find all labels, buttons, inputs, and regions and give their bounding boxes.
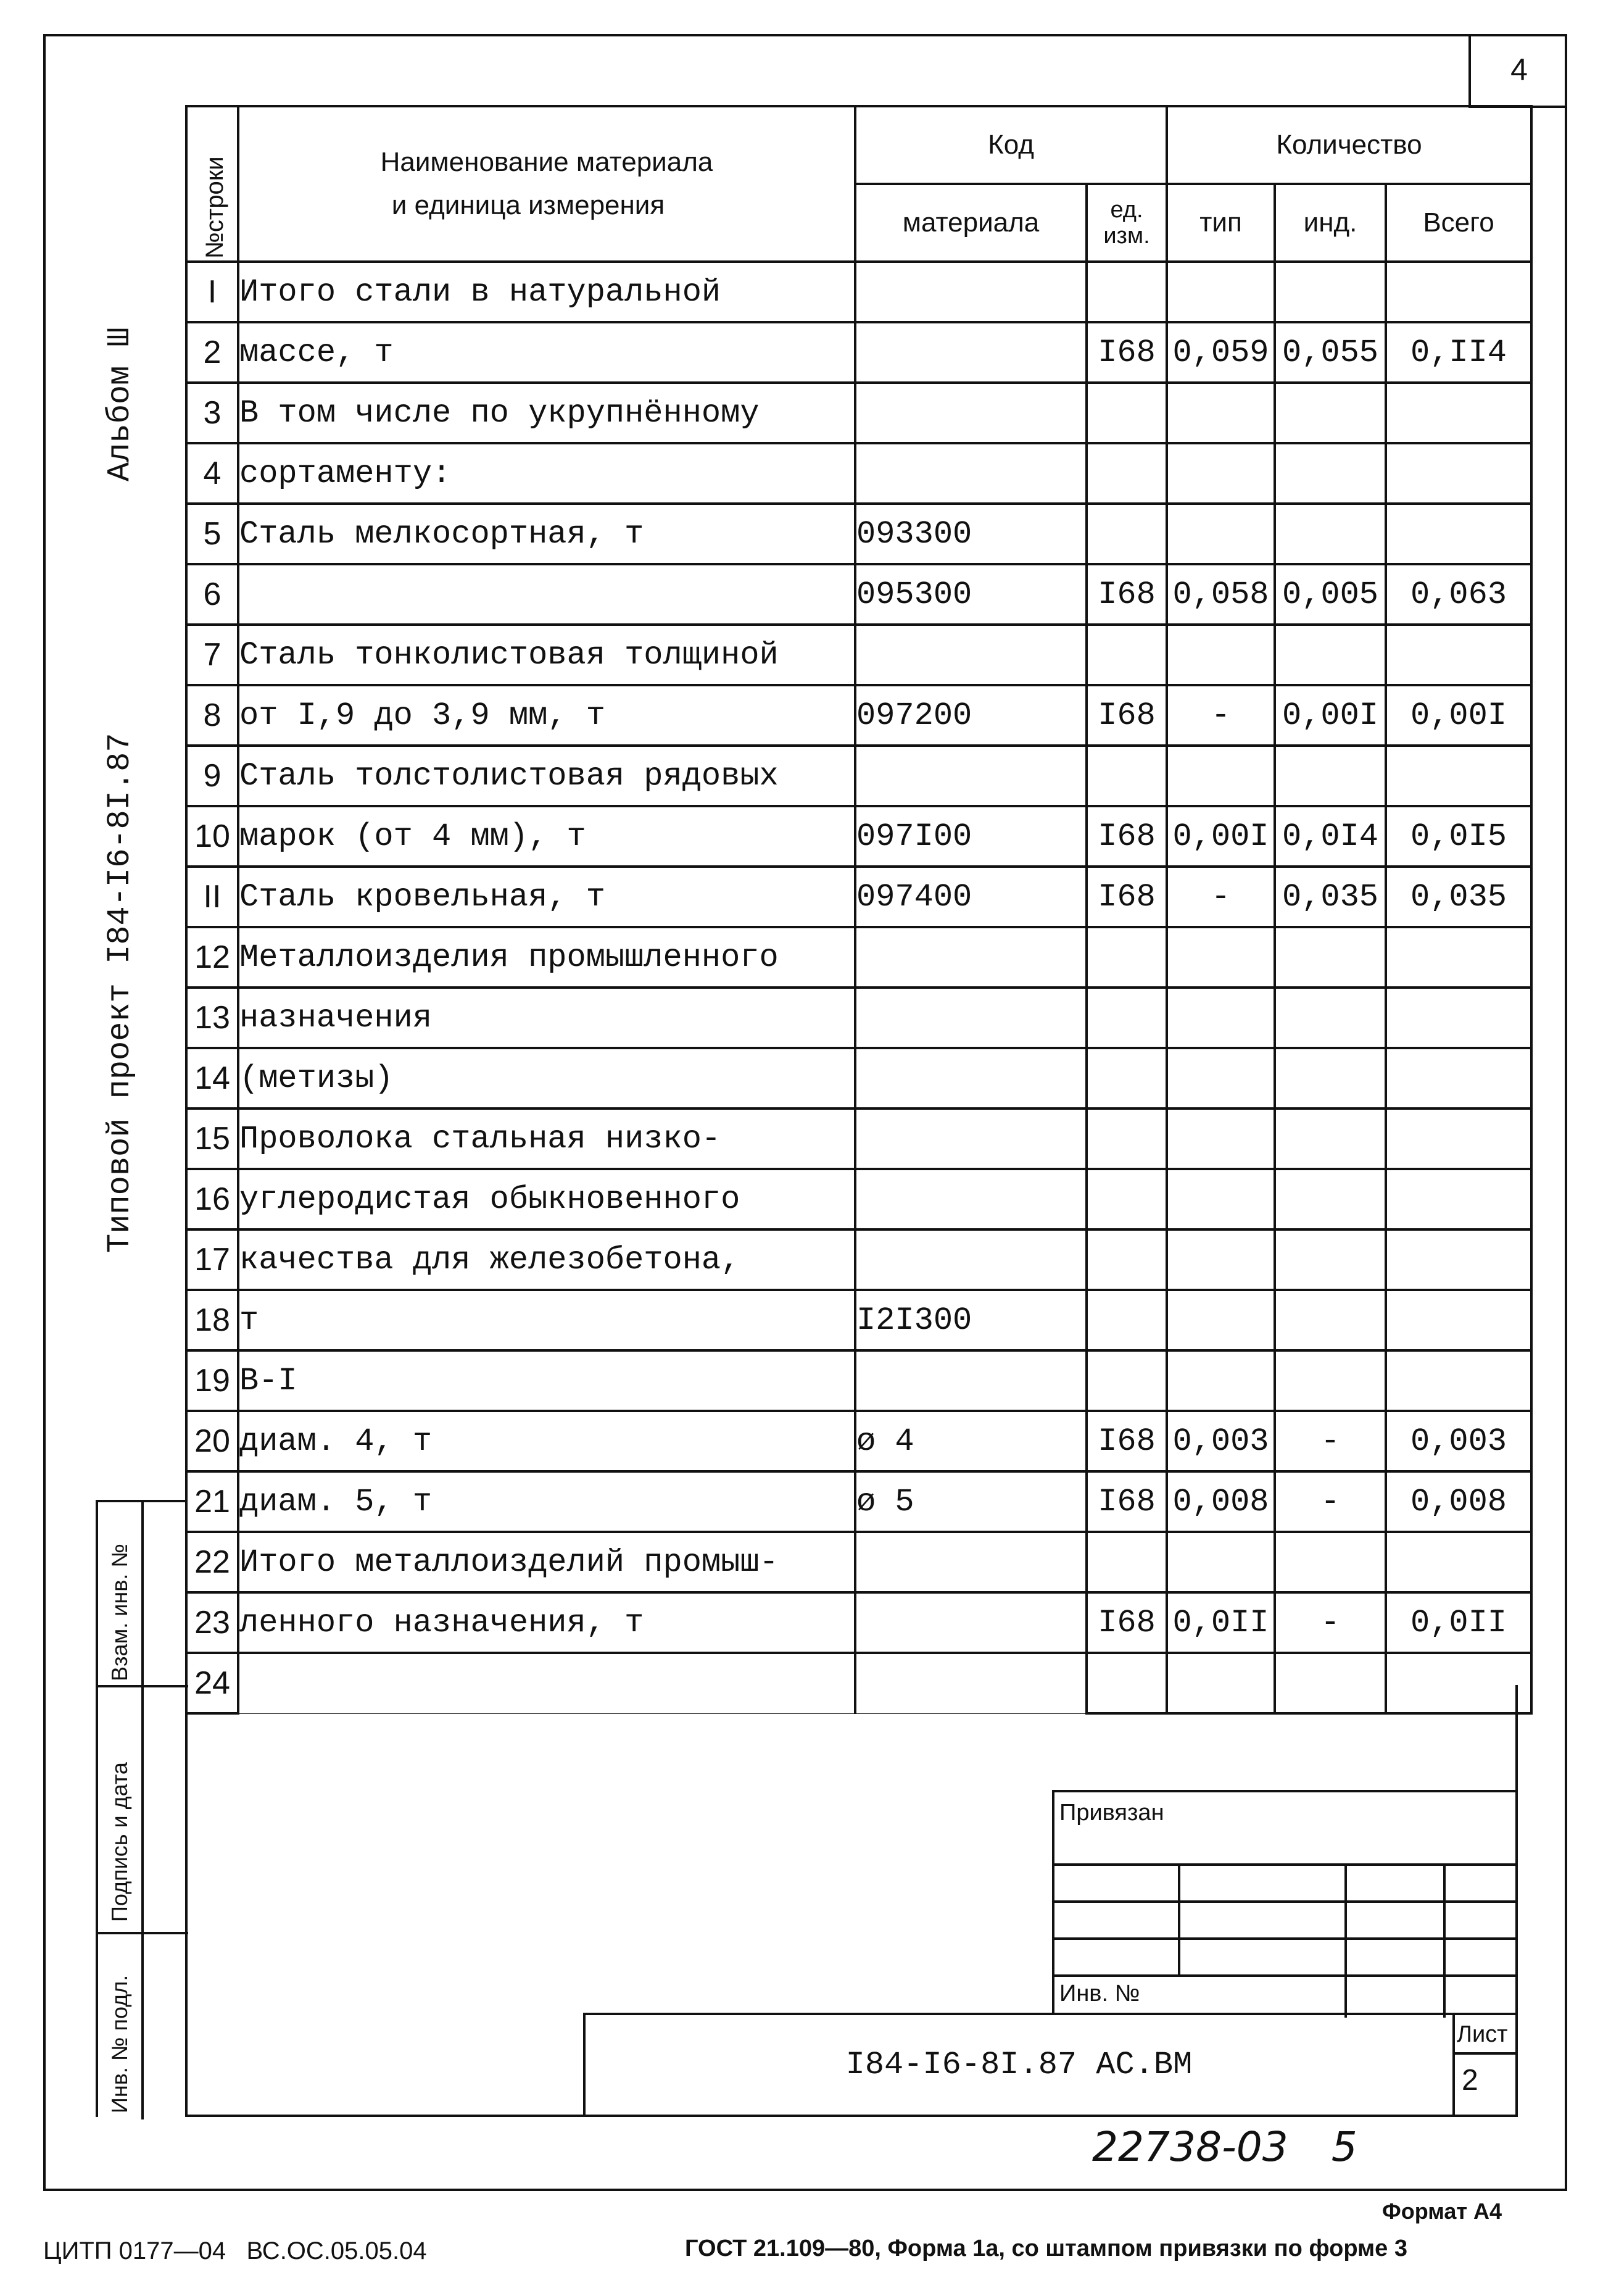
material-name: Итого стали в натуральной	[238, 262, 855, 322]
material-code	[855, 1229, 1087, 1290]
unit-code	[1087, 1532, 1167, 1592]
qty-type	[1167, 625, 1275, 685]
table-row	[186, 867, 1531, 927]
table-row	[186, 746, 1531, 806]
side-stamp	[96, 1500, 186, 2117]
qty-ind: 0,00I	[1275, 685, 1386, 746]
qty-total	[1386, 383, 1531, 443]
unit-code	[1087, 746, 1167, 806]
quantity-header: Количество	[1167, 106, 1531, 184]
material-code: 097400	[855, 867, 1087, 927]
qty-total	[1386, 443, 1531, 504]
qty-total	[1386, 1048, 1531, 1108]
row-number: 12	[186, 927, 238, 988]
qty-ind	[1275, 988, 1386, 1048]
table-row	[186, 927, 1531, 988]
qty-type	[1167, 1350, 1275, 1411]
material-name: ленного назначения, т	[238, 1592, 855, 1653]
qty-ind: 0,035	[1275, 867, 1386, 927]
row-number: 15	[186, 1108, 238, 1169]
material-name: от I,9 до 3,9 мм, т	[238, 685, 855, 746]
qty-total: 0,II4	[1386, 322, 1531, 383]
qty-total	[1386, 1350, 1531, 1411]
total-header: Всего	[1386, 184, 1531, 262]
material-name: Сталь мелкосортная, т	[238, 504, 855, 564]
qty-type	[1167, 1048, 1275, 1108]
unit-code: I68	[1087, 1411, 1167, 1471]
qty-ind	[1275, 1532, 1386, 1592]
unit-code: I68	[1087, 867, 1167, 927]
unit-code: I68	[1087, 685, 1167, 746]
qty-ind	[1275, 746, 1386, 806]
row-number: I	[186, 262, 238, 322]
material-code	[855, 988, 1087, 1048]
qty-type	[1167, 1169, 1275, 1229]
unit-code	[1087, 1169, 1167, 1229]
unit-code	[1087, 262, 1167, 322]
qty-ind	[1275, 383, 1386, 443]
qty-type	[1167, 1229, 1275, 1290]
material-name: углеродистая обыкновенного	[238, 1169, 855, 1229]
unit-code: I68	[1087, 322, 1167, 383]
material-code	[855, 322, 1087, 383]
material-code	[855, 383, 1087, 443]
material-name: Сталь толстолистовая рядовых	[238, 746, 855, 806]
ind-header: инд.	[1275, 184, 1386, 262]
qty-type	[1167, 1108, 1275, 1169]
unit-code	[1087, 625, 1167, 685]
material-code	[855, 927, 1087, 988]
qty-total	[1386, 746, 1531, 806]
qty-total: 0,063	[1386, 564, 1531, 625]
material-name: Проволока стальная низко-	[238, 1108, 855, 1169]
qty-type: 0,059	[1167, 322, 1275, 383]
material-name: марок (от 4 мм), т	[238, 806, 855, 867]
table-row	[186, 504, 1531, 564]
page-number: 4	[1468, 34, 1567, 108]
material-code	[855, 1169, 1087, 1229]
qty-type	[1167, 504, 1275, 564]
table-row	[186, 443, 1531, 504]
qty-total	[1386, 1108, 1531, 1169]
row-number: 19	[186, 1350, 238, 1411]
unit-code	[1087, 1048, 1167, 1108]
table-row	[186, 1229, 1531, 1290]
qty-ind	[1275, 262, 1386, 322]
material-code	[855, 1048, 1087, 1108]
qty-ind	[1275, 625, 1386, 685]
table-row	[186, 988, 1531, 1048]
unit-code: I68	[1087, 806, 1167, 867]
material-code-header: материала	[855, 184, 1087, 262]
material-code: 093300	[855, 504, 1087, 564]
table-row	[186, 1350, 1531, 1411]
qty-type: -	[1167, 867, 1275, 927]
table-row	[186, 1471, 1531, 1532]
inv-podl-label: Инв. № подл.	[107, 1974, 132, 2113]
material-name: т	[238, 1290, 855, 1350]
table-row	[186, 564, 1531, 625]
vzam-inv-label: Взам. инв. №	[107, 1543, 132, 1681]
row-number: 14	[186, 1048, 238, 1108]
qty-ind	[1275, 504, 1386, 564]
qty-type: -	[1167, 685, 1275, 746]
title-block	[583, 2013, 1518, 2117]
row-number: 13	[186, 988, 238, 1048]
material-name: Итого металлоизделий промыш-	[238, 1532, 855, 1592]
unit-code: I68	[1087, 1592, 1167, 1653]
qty-ind	[1275, 1169, 1386, 1229]
qty-total	[1386, 1229, 1531, 1290]
qty-ind: 0,055	[1275, 322, 1386, 383]
material-name: Сталь тонколистовая толщиной	[238, 625, 855, 685]
row-number: 3	[186, 383, 238, 443]
material-code: 097200	[855, 685, 1087, 746]
table-row	[186, 1411, 1531, 1471]
row-number: 7	[186, 625, 238, 685]
material-name	[238, 564, 855, 625]
material-name: (метизы)	[238, 1048, 855, 1108]
qty-type	[1167, 1290, 1275, 1350]
qty-type	[1167, 443, 1275, 504]
qty-type: 0,0II	[1167, 1592, 1275, 1653]
row-number: 24	[186, 1653, 238, 1713]
qty-total: 0,035	[1386, 867, 1531, 927]
table-row	[186, 806, 1531, 867]
material-name: В том числе по укрупнённому	[238, 383, 855, 443]
table-row	[186, 1108, 1531, 1169]
material-code	[855, 746, 1087, 806]
type-header: тип	[1167, 184, 1275, 262]
table-row	[186, 383, 1531, 443]
qty-total: 0,003	[1386, 1411, 1531, 1471]
material-code: ø 5	[855, 1471, 1087, 1532]
table-row	[186, 625, 1531, 685]
row-number-header: №строки	[186, 106, 238, 262]
row-number: 20	[186, 1411, 238, 1471]
material-code	[855, 262, 1087, 322]
material-code: 097I00	[855, 806, 1087, 867]
qty-type	[1167, 988, 1275, 1048]
table-row	[186, 262, 1531, 322]
material-code: 095300	[855, 564, 1087, 625]
material-name: Металлоизделия промышленного	[238, 927, 855, 988]
row-number: 23	[186, 1592, 238, 1653]
material-name: назначения	[238, 988, 855, 1048]
table-row	[186, 322, 1531, 383]
unit-code	[1087, 443, 1167, 504]
qty-ind: 0,005	[1275, 564, 1386, 625]
qty-total: 0,00I	[1386, 685, 1531, 746]
qty-type: 0,058	[1167, 564, 1275, 625]
qty-ind	[1275, 1108, 1386, 1169]
material-name: сортаменту:	[238, 443, 855, 504]
sheet-number: 2	[1462, 2064, 1478, 2097]
row-number: II	[186, 867, 238, 927]
material-code: I2I300	[855, 1290, 1087, 1350]
material-name: массе, т	[238, 322, 855, 383]
handwritten-registration: 22738-03 5	[1092, 2123, 1357, 2171]
binding-stamp	[1052, 1790, 1518, 2015]
table-row	[186, 685, 1531, 746]
qty-total	[1386, 1290, 1531, 1350]
privyazan-label: Привязан	[1059, 1800, 1164, 1826]
qty-total	[1386, 625, 1531, 685]
qty-ind	[1275, 443, 1386, 504]
qty-ind	[1275, 1290, 1386, 1350]
material-name: В-I	[238, 1350, 855, 1411]
qty-total	[1386, 1532, 1531, 1592]
material-code: ø 4	[855, 1411, 1087, 1471]
qty-total	[1386, 927, 1531, 988]
drawing-designation: I84-I6-8I.87 АС.ВМ	[845, 2047, 1193, 2083]
row-number: 4	[186, 443, 238, 504]
row-number: 16	[186, 1169, 238, 1229]
qty-total	[1386, 988, 1531, 1048]
row-number: 22	[186, 1532, 238, 1592]
qty-type: 0,008	[1167, 1471, 1275, 1532]
material-code	[855, 1532, 1087, 1592]
signature-date-label: Подпись и дата	[107, 1762, 132, 1922]
qty-type	[1167, 383, 1275, 443]
qty-ind	[1275, 1229, 1386, 1290]
inv-no-label: Инв. №	[1059, 1981, 1140, 2007]
sheet-label: Лист	[1457, 2021, 1508, 2047]
qty-type	[1167, 1532, 1275, 1592]
row-number: 17	[186, 1229, 238, 1290]
qty-ind: -	[1275, 1411, 1386, 1471]
unit-code	[1087, 988, 1167, 1048]
row-number: 2	[186, 322, 238, 383]
material-name-header: Наименование материала и единица измерения	[238, 106, 855, 262]
material-code	[855, 1592, 1087, 1653]
unit-code	[1087, 504, 1167, 564]
unit-code	[1087, 1108, 1167, 1169]
table-row	[186, 1290, 1531, 1350]
qty-ind	[1275, 927, 1386, 988]
materials-table	[185, 105, 1533, 1715]
unit-code	[1087, 1290, 1167, 1350]
qty-ind	[1275, 1048, 1386, 1108]
row-number: 21	[186, 1471, 238, 1532]
album-label: Альбом Ш	[102, 327, 138, 481]
unit-code: I68	[1087, 1471, 1167, 1532]
qty-ind: -	[1275, 1592, 1386, 1653]
code-header: Код	[855, 106, 1167, 184]
row-number: 6	[186, 564, 238, 625]
unit-code	[1087, 1229, 1167, 1290]
qty-type: 0,00I	[1167, 806, 1275, 867]
format-label: Формат А4	[1382, 2198, 1502, 2224]
material-code	[855, 1108, 1087, 1169]
qty-type	[1167, 746, 1275, 806]
material-code	[855, 625, 1087, 685]
table-row	[186, 1592, 1531, 1653]
material-name: диам. 4, т	[238, 1411, 855, 1471]
qty-total: 0,008	[1386, 1471, 1531, 1532]
qty-total	[1386, 1169, 1531, 1229]
row-number: 9	[186, 746, 238, 806]
qty-total: 0,0II	[1386, 1592, 1531, 1653]
table-row	[186, 1169, 1531, 1229]
qty-ind: -	[1275, 1471, 1386, 1532]
qty-total: 0,0I5	[1386, 806, 1531, 867]
qty-type	[1167, 262, 1275, 322]
unit-code	[1087, 927, 1167, 988]
material-name: качества для железобетона,	[238, 1229, 855, 1290]
unit-header: ед. изм.	[1087, 184, 1167, 262]
qty-type: 0,003	[1167, 1411, 1275, 1471]
material-name: диам. 5, т	[238, 1471, 855, 1532]
material-name: Сталь кровельная, т	[238, 867, 855, 927]
table-row	[186, 1532, 1531, 1592]
project-label: Типовой проект I84-I6-8I.87	[102, 733, 138, 1253]
material-code	[855, 443, 1087, 504]
row-number: 18	[186, 1290, 238, 1350]
qty-total	[1386, 262, 1531, 322]
table-row	[186, 1048, 1531, 1108]
unit-code: I68	[1087, 564, 1167, 625]
qty-type	[1167, 927, 1275, 988]
footer-right: ГОСТ 21.109—80, Форма 1а, со штампом привязки по форме 3	[685, 2236, 1407, 2261]
footer-left: ЦИТП 0177—04 ВС.ОС.05.05.04	[43, 2237, 427, 2265]
unit-code	[1087, 383, 1167, 443]
qty-total	[1386, 504, 1531, 564]
unit-code	[1087, 1350, 1167, 1411]
row-number: 8	[186, 685, 238, 746]
row-number: 10	[186, 806, 238, 867]
qty-ind	[1275, 1350, 1386, 1411]
qty-ind: 0,0I4	[1275, 806, 1386, 867]
material-code	[855, 1350, 1087, 1411]
row-number: 5	[186, 504, 238, 564]
